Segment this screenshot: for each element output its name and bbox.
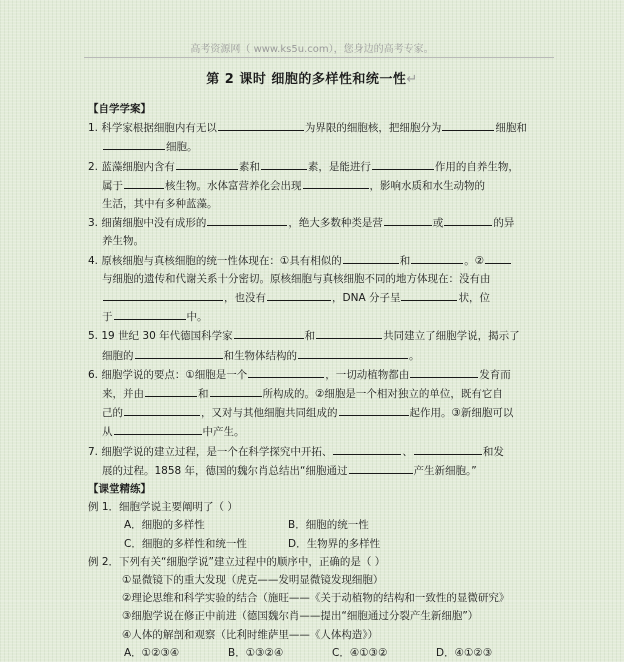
blank <box>411 251 463 264</box>
question-4: 4. 原核细胞与真核细胞的统一性体现在：①具有相似的 和 。② <box>88 251 546 270</box>
option-a: A．①②③④ <box>124 646 180 659</box>
question-1-line-2: 细胞。 <box>88 137 546 156</box>
blank <box>316 326 382 339</box>
example-2-statement-1: ①显微镜下的重大发现（虎克——发明显微镜发现细胞） <box>122 574 384 587</box>
blank <box>349 461 413 474</box>
question-7-line-2: 展的过程。1858 年，德国的魏尔肖总结出“细胞通过 产生新细胞。” <box>88 461 546 480</box>
page-title <box>0 68 624 87</box>
blank <box>176 157 238 170</box>
example-2-statement-3: ③细胞学说在修正中前进（德国魏尔肖——提出“细胞通过分裂产生新细胞”） <box>122 610 479 623</box>
blank <box>444 213 492 226</box>
question-2-line-2: 属于 核生物。水体富营养化会出现 ，影响水质和水生动物的 <box>88 176 546 195</box>
question-4-line-4: 于 中。 <box>88 307 546 326</box>
example-2-stem: 例 2．下列有关“细胞学说”建立过程中的顺序中，正确的是（ ） <box>88 555 386 568</box>
blank <box>248 365 324 378</box>
blank <box>298 346 408 359</box>
option-c: C．④①③② <box>332 646 388 659</box>
section-heading-class: 【课堂精练】 <box>88 483 151 496</box>
question-6: 6. 细胞学说的要点：①细胞是一个 ，一切动植物都由 发育而 <box>88 365 546 384</box>
blank <box>442 118 494 131</box>
paragraph-mark-icon: ↵ <box>406 72 418 87</box>
question-4-line-3: ，也没有 ，DNA 分子呈 状，位 <box>88 288 546 307</box>
blank <box>384 213 432 226</box>
blank <box>114 422 202 435</box>
question-3: 3. 细菌细胞中没有成形的 ，绝大多数种类是营 或 的异 <box>88 213 546 232</box>
example-2-statement-2: ②理论思维和科学实验的结合（施旺——《关于动植物的结构和一致性的显微研究》 <box>122 592 510 605</box>
blank <box>103 137 165 150</box>
blank <box>339 403 409 416</box>
section-heading-self-study: 【自学学案】 <box>88 103 151 115</box>
blank <box>218 118 304 131</box>
blank <box>145 384 197 397</box>
question-6-line-2: 来，并由 和 所构成的。②细胞是一个相对独立的单位，既有它自 <box>88 384 546 403</box>
blank <box>114 307 186 320</box>
blank <box>261 157 307 170</box>
blank <box>372 157 434 170</box>
question-2: 2. 蓝藻细胞内含有 素和 素，是能进行 作用的自养生物， <box>88 157 546 176</box>
header-rule <box>84 57 554 58</box>
question-3-line-2: 养生物。 <box>102 235 144 248</box>
blank <box>401 288 457 301</box>
question-1: 1. 科学家根据细胞内有无以 为界限的细胞核，把细胞分为 细胞和 <box>88 118 546 137</box>
blank <box>333 442 401 455</box>
blank <box>303 176 369 189</box>
option-b: B．细胞的统一性 <box>288 519 369 532</box>
question-6-line-3: 己的 ，又对与其他细胞共同组成的 起作用。③新细胞可以 <box>88 403 546 422</box>
blank <box>124 403 200 416</box>
question-6-line-4: 从 中产生。 <box>88 422 546 441</box>
question-7: 7. 细胞学说的建立过程，是一个在科学探究中开拓、 、 和发 <box>88 442 546 461</box>
blank <box>135 346 223 359</box>
blank <box>485 251 511 264</box>
option-b: B．①③②④ <box>228 646 284 659</box>
option-a: A．细胞的多样性 <box>124 519 205 532</box>
question-5-line-2: 细胞的 和生物体结构的 。 <box>88 346 546 365</box>
example-1-options-row-2 <box>88 535 546 553</box>
header-watermark: 高考资源网（ www.ks5u.com），您身边的高考专家。 <box>190 44 434 55</box>
blank <box>410 365 478 378</box>
blank <box>124 176 164 189</box>
blank <box>210 384 262 397</box>
example-1-stem: 例 1．细胞学说主要阐明了（ ） <box>88 501 238 514</box>
blank <box>343 251 399 264</box>
example-2-options <box>88 644 546 662</box>
option-d: D．④①②③ <box>436 646 493 659</box>
question-4-line-2: 与细胞的遗传和代谢关系十分密切。原核细胞与真核细胞不同的地方体现在：没有由 <box>102 272 491 285</box>
example-2-statement-4: ④人体的解剖和观察（比利时维萨里——《人体构造》） <box>122 628 379 641</box>
blank <box>103 288 223 301</box>
blank <box>267 288 331 301</box>
blank <box>414 442 482 455</box>
blank <box>234 326 304 339</box>
question-5: 5. 19 世纪 30 年代德国科学家 和 共同建立了细胞学说，揭示了 <box>88 326 546 345</box>
example-1-options-row-1 <box>88 516 546 534</box>
page-title-text: 第 2 课时 细胞的多样性和统一性 <box>206 72 407 87</box>
option-d: D．生物界的多样性 <box>288 537 381 550</box>
worksheet-content <box>88 100 546 662</box>
option-c: C．细胞的多样性和统一性 <box>124 537 247 550</box>
blank <box>207 213 287 226</box>
question-2-line-3: 生活，其中有多种蓝藻。 <box>102 198 218 211</box>
